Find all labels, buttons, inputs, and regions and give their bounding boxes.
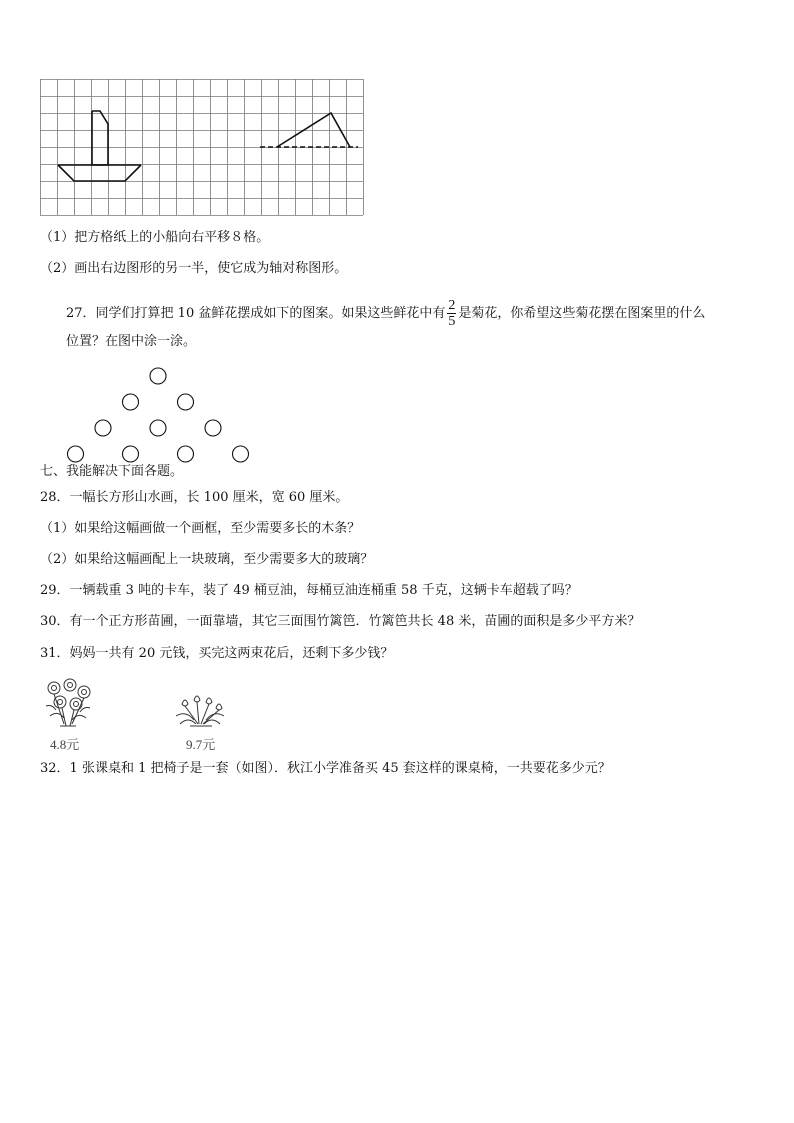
price-label-b: 9.7元 [186, 737, 216, 752]
q27-text-a: 27．同学们打算把 10 盆鲜花摆成如下的图案。如果这些鲜花中有 [66, 306, 446, 321]
q26-sub1: （1）把方格纸上的小船向右平移８格。 [40, 230, 270, 245]
flower-circle[interactable] [123, 394, 139, 410]
grid-lines [40, 79, 364, 216]
rose-bouquet-icon [40, 678, 96, 730]
flower-circle[interactable] [123, 446, 139, 462]
q30-stem: 30．有一个正方形苗圃，一面靠墙，其它三面围竹篱笆．竹篱笆共长 48 米，苗圃的面积是多少平方米？ [40, 614, 641, 629]
boat-figure [58, 111, 141, 181]
fraction [447, 298, 456, 329]
q31-stem: 31．妈妈一共有 20 元钱，买完这两束花后，还剩下多少钱？ [40, 646, 394, 661]
q28-sub1: （1）如果给这幅画做一个画框，至少需要多长的木条？ [40, 521, 361, 536]
flower-circle[interactable] [178, 394, 194, 410]
fraction-denominator: 5 [448, 314, 456, 329]
flower-circle[interactable] [150, 420, 166, 436]
q26-sub2: （2）画出右边图形的另一半，使它成为轴对称图形。 [40, 261, 348, 276]
section7-title: 七、我能解决下面各题。 [40, 464, 184, 479]
q27-stem-continued: 位置？在图中涂一涂。 [66, 334, 197, 349]
flower-circle-pattern [60, 364, 260, 456]
half-shape-figure [260, 113, 358, 147]
q29-stem: 29．一辆载重 3 吨的卡车，装了 49 桶豆油，每桶豆油连桶重 58 千克，这辆卡车超载了吗？ [40, 583, 578, 598]
q28-stem: 28．一幅长方形山水画，长 100 厘米，宽 60 厘米。 [40, 490, 349, 505]
q28-sub2: （2）如果给这幅画配上一块玻璃，至少需要多大的玻璃？ [40, 552, 374, 567]
fraction-numerator: 2 [448, 298, 456, 313]
flower-circle[interactable] [233, 446, 249, 462]
q27-text-b: 是菊花，你希望这些菊花摆在图案里的什么 [458, 306, 706, 321]
q27-stem [66, 298, 705, 329]
tulip-bouquet-icon [172, 694, 228, 730]
flower-circle[interactable] [95, 420, 111, 436]
flower-circle[interactable] [178, 446, 194, 462]
flower-circle[interactable] [150, 368, 166, 384]
price-label-a: 4.8元 [50, 737, 80, 752]
q32-stem: 32．1 张课桌和 1 把椅子是一套（如图）．秋江小学准备买 45 套这样的课桌椅，一共要花多少元？ [40, 761, 611, 776]
flower-circle[interactable] [205, 420, 221, 436]
flower-circle[interactable] [68, 446, 84, 462]
grid-figure [40, 79, 364, 219]
